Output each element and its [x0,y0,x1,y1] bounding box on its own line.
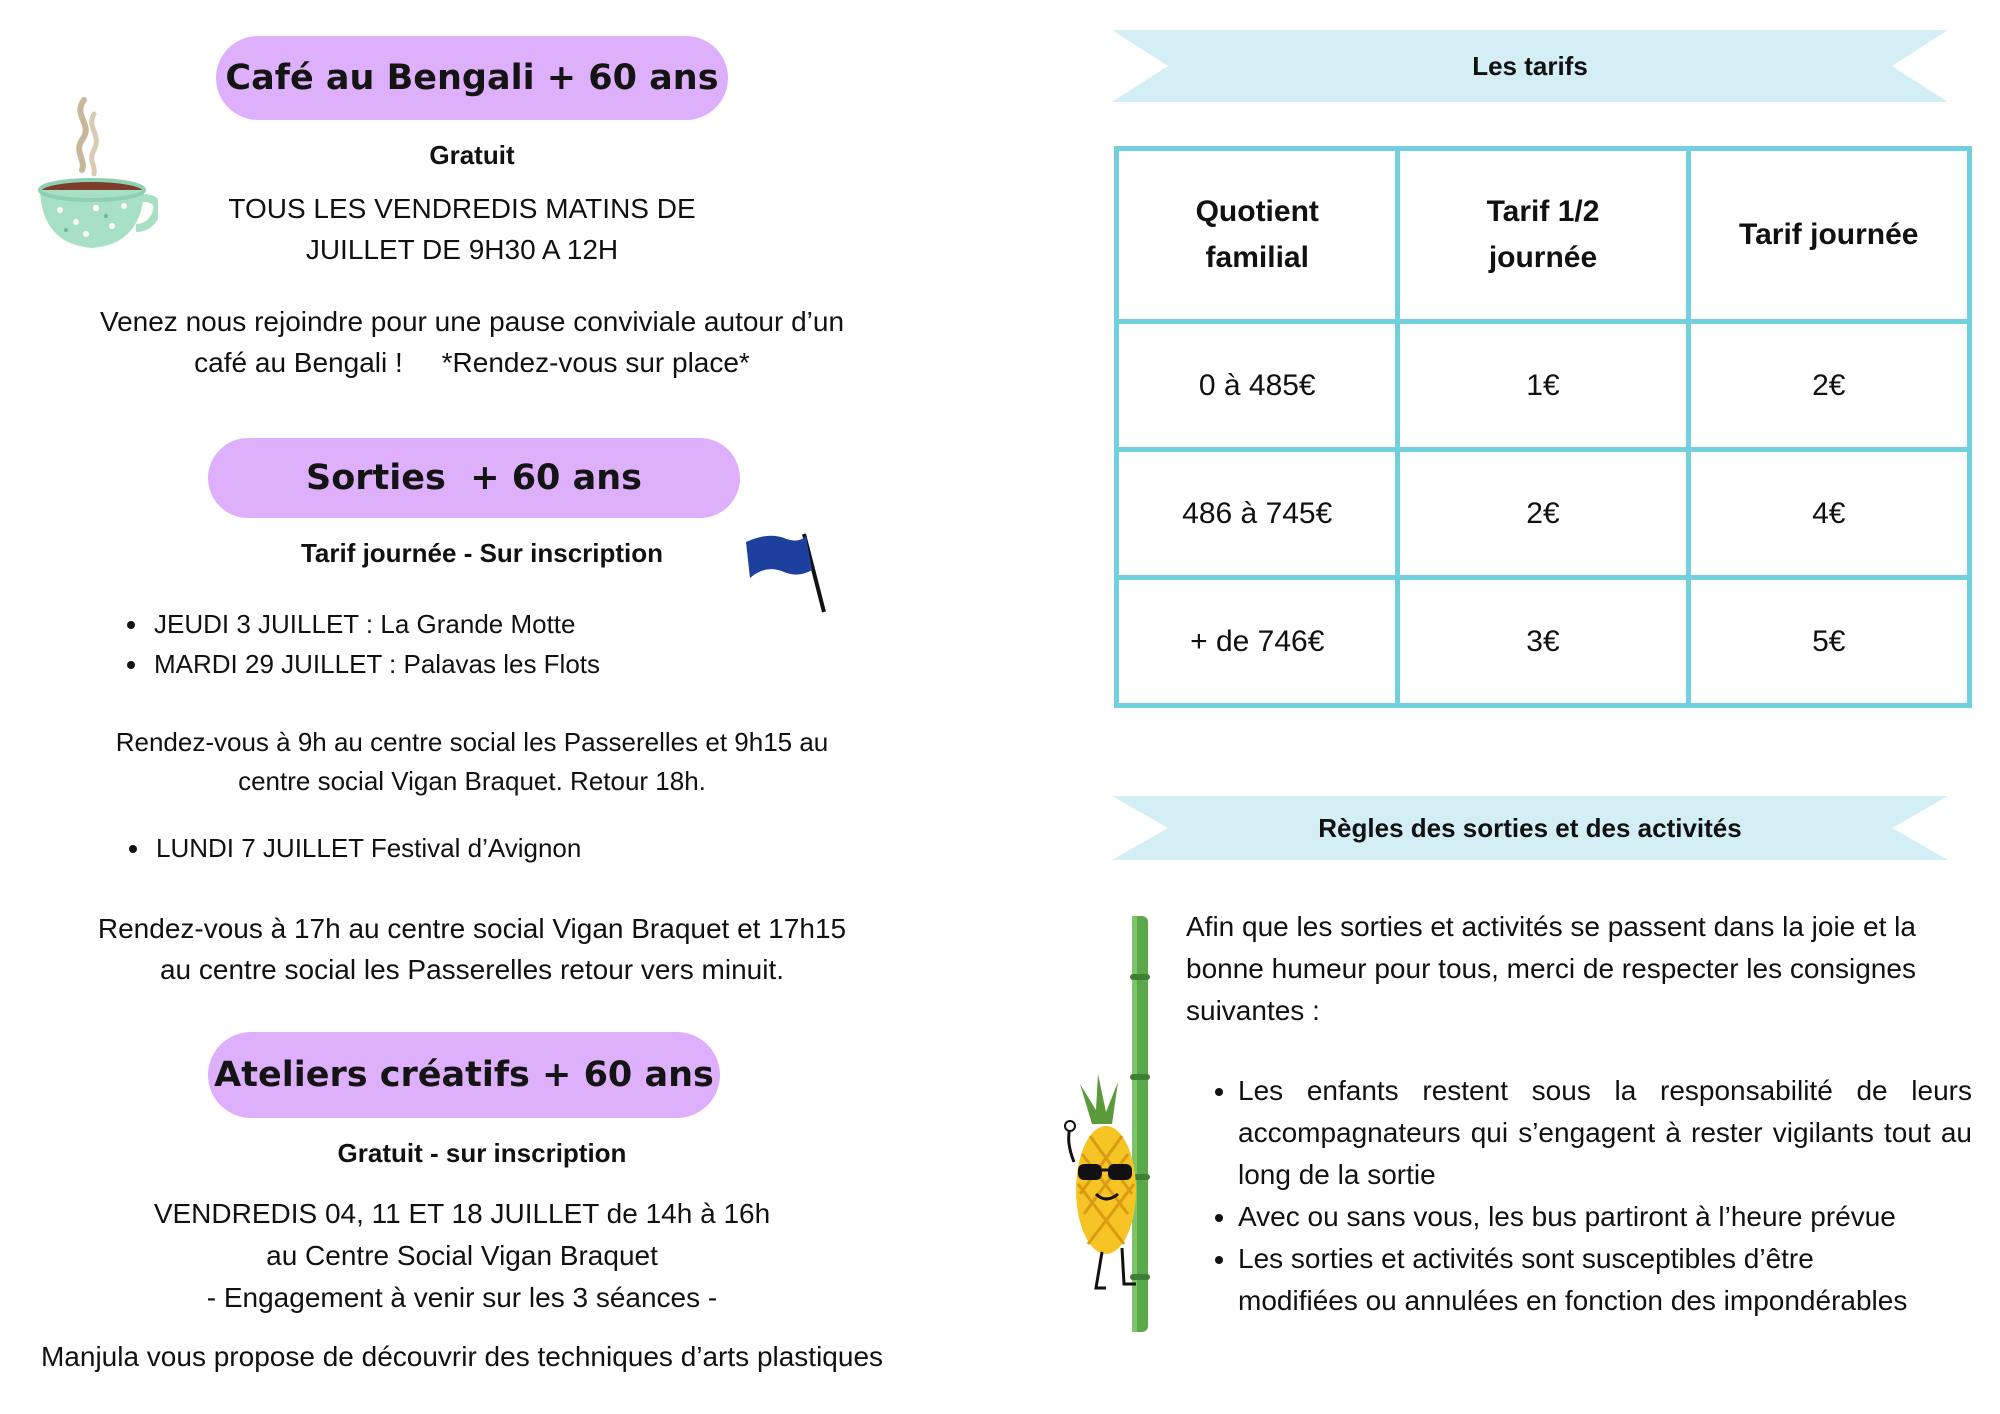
header-demi-journee: Tarif 1/2 journée [1398,149,1688,322]
outing-item: • JEUDI 3 JUILLET : La Grande Motte [150,604,910,644]
outings-list [116,604,910,684]
ateliers-line-3: - Engagement à venir sur les 3 séances - [206,1282,718,1313]
table-row [1117,322,1970,450]
cafe-desc-line-1: Venez nous rejoindre pour une pause conviviale autour d’un [99,306,845,337]
ateliers-title [208,1032,720,1118]
ateliers-subtitle: Gratuit - sur inscription [337,1138,627,1168]
cafe-desc-line-2: café au Bengali ! *Rendez-vous sur place* [194,347,750,378]
ateliers-title-text: Ateliers créatifs + 60 ans [214,1055,714,1095]
regles-intro-line-2: bonne humeur pour tous, merci de respecter les consignes [1186,953,1916,984]
rules-list [1186,1070,1972,1322]
cafe-title-text: Café au Bengali + 60 ans [225,58,719,98]
tarifs-title: Les tarifs [1472,50,1588,81]
sorties-subtitle: Tarif journée - Sur inscription [300,538,664,568]
rule-item: • Avec ou sans vous, les bus partiront à l’heure prévue [1238,1196,1972,1238]
table-cell: 2€ [1398,450,1688,578]
ateliers-line-1: VENDREDIS 04, 11 ET 18 JUILLET de 14h à 16h [153,1198,771,1229]
rule-item: • Les enfants restent sous la responsabilité de leurs accompagnateurs qui s’engagent à rester vigilants tout au long de la sortie [1238,1070,1972,1196]
table-row [1117,450,1970,578]
table-header-row [1117,149,1970,322]
regles-intro [1186,906,1966,1032]
meet-1-line-2: centre social Vigan Braquet. Retour 18h. [238,766,706,796]
outing-item: • MARDI 29 JUILLET : Palavas les Flots [150,644,910,684]
cafe-schedule-line-2: JUILLET DE 9H30 A 12H [305,234,619,265]
regles-ribbon [1112,796,1948,860]
cafe-schedule-line-1: TOUS LES VENDREDIS MATINS DE [228,193,696,224]
sorties-title-text: Sorties + 60 ans [306,458,642,498]
tarifs-ribbon [1112,30,1948,102]
pineapple-bamboo-icon [1062,914,1172,1334]
table-cell: 5€ [1688,578,1970,706]
cafe-title [216,36,728,120]
ateliers-line-2: au Centre Social Vigan Braquet [266,1240,658,1271]
ateliers-desc: Manjula vous propose de découvrir des techniques d’arts plastiques [40,1341,884,1372]
header-journee: Tarif journée [1688,149,1970,322]
table-cell: 0 à 485€ [1117,322,1398,450]
table-cell: 486 à 745€ [1117,450,1398,578]
flag-icon [740,526,830,614]
regles-title: Règles des sorties et des activités [1318,812,1742,843]
table-cell: 4€ [1688,450,1970,578]
header-quotient: Quotient familial [1117,149,1398,322]
meet-1-line-1: Rendez-vous à 9h au centre social les Passerelles et 9h15 au [115,727,829,757]
cafe-subtitle: Gratuit [429,140,515,170]
regles-intro-line-1: Afin que les sorties et activités se passent dans la joie et la [1186,911,1916,942]
sorties-title [208,438,740,518]
table-cell: 3€ [1398,578,1688,706]
table-cell: 1€ [1398,322,1688,450]
tarifs-table [1114,146,1972,708]
rule-item: • Les sorties et activités sont susceptibles d’être modifiées ou annulées en fonction des impondérables [1238,1238,1972,1322]
meet-2-line-2: au centre social les Passerelles retour vers minuit. [159,954,785,985]
table-cell: + de 746€ [1117,578,1398,706]
meet-2-line-1: Rendez-vous à 17h au centre social Vigan Braquet et 17h15 [97,913,847,944]
regles-intro-line-3: suivantes : [1186,995,1320,1026]
teacup-icon [36,94,158,254]
outings-list-2 [118,828,912,868]
table-cell: 2€ [1688,322,1970,450]
outing-item: • LUNDI 7 JUILLET Festival d’Avignon [152,828,912,868]
table-row [1117,578,1970,706]
